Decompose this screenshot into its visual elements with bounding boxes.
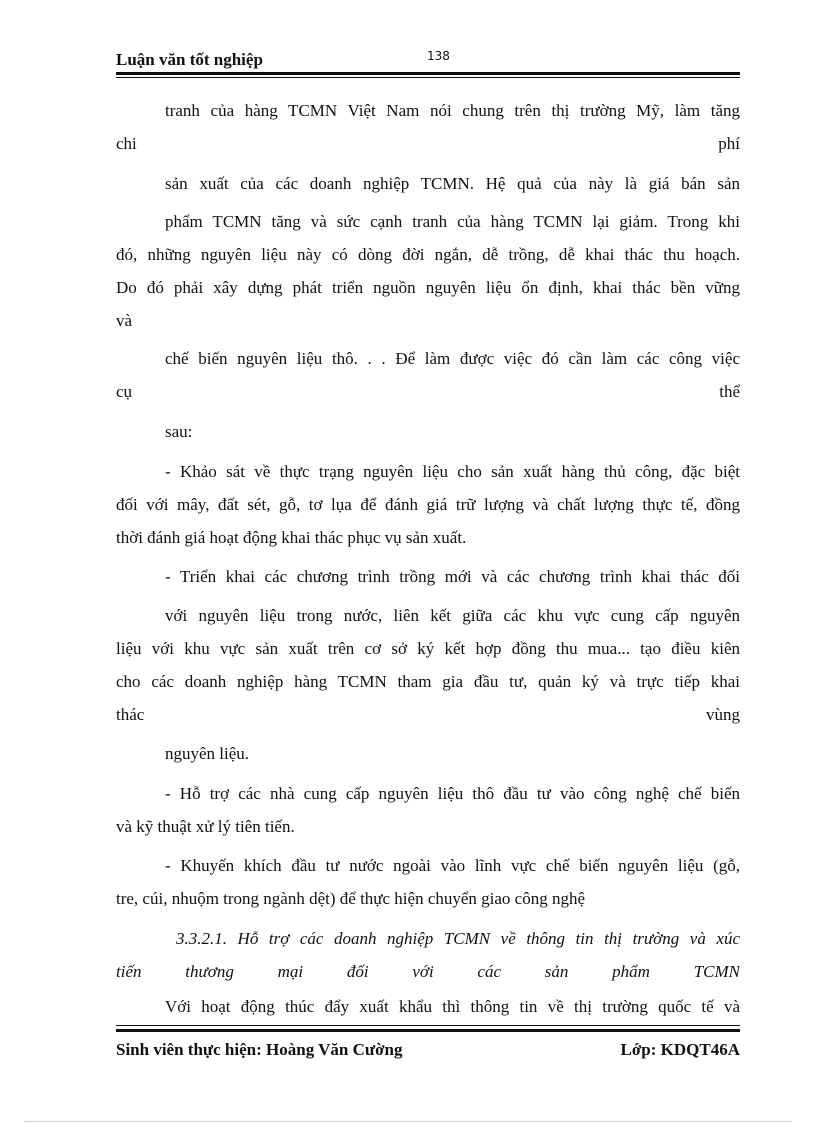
text-line: - Hỗ trợ các nhà cung cấp nguyên liệu thô đầu tư vào công nghệ chế biến (165, 784, 740, 803)
text-line: sau: (165, 422, 193, 441)
text-line: đó, những nguyên liệu này có dòng đời ngắn, dễ trồng, dễ khai thác thu hoạch. (116, 245, 740, 264)
page-number: 138 (427, 49, 450, 63)
footer-student: Sinh viên thực hiện: Hoàng Văn Cường (116, 1040, 403, 1059)
text-line: phí (718, 134, 740, 153)
text-line: tre, cúi, nhuộm trong ngành dệt) để thực hiện chuyển giao công nghệ (116, 889, 586, 908)
text-line: Do đó phải xây dựng phát triển nguồn nguyên liệu ổn định, khai thác bền vững (116, 278, 740, 297)
text-line: thời đánh giá hoạt động khai thác phục vụ sản xuất. (116, 528, 467, 547)
text-line: cụ (116, 382, 133, 401)
section-heading-line: tiến thương mại đối với các sản phẩm TCMN (116, 962, 740, 981)
footer-rule-thick (116, 1029, 740, 1032)
text-line: tranh của hàng TCMN Việt Nam nói chung trên thị trường Mỹ, làm tăng (165, 101, 740, 120)
text-line: phẩm TCMN tăng và sức cạnh tranh của hàng TCMN lại giảm. Trong khi (165, 212, 740, 231)
header-rule-thin (116, 77, 740, 78)
text-line: chi (116, 134, 137, 153)
text-line: và (116, 311, 133, 330)
text-line: chế biến nguyên liệu thô. . . Để làm được việc đó cần làm các công việc (165, 349, 740, 368)
text-line: thác (116, 705, 145, 724)
text-line: đối với mây, đất sét, gỗ, tơ lụa để đánh giá trữ lượng và chất lượng thực tế, đồng (116, 495, 740, 514)
text-line: - Triển khai các chương trình trồng mới và các chương trình khai thác đối (165, 567, 740, 586)
section-heading-line: 3.3.2.1. Hỗ trợ các doanh nghiệp TCMN về thông tin thị trường và xúc (176, 929, 740, 948)
footer-rule-thin (116, 1025, 740, 1026)
text-line: cho các doanh nghiệp hàng TCMN tham gia đầu tư, quản ký và trực tiếp khai (116, 672, 740, 691)
text-line: - Khuyến khích đầu tư nước ngoài vào lĩnh vực chế biến nguyên liệu (gỗ, (165, 856, 740, 875)
text-line: Với hoạt động thúc đẩy xuất khẩu thì thông tin về thị trường quốc tế và (165, 997, 740, 1016)
text-line: liệu với khu vực sản xuất trên cơ sở ký kết hợp đồng thu mua... tạo điều kiên (116, 639, 740, 658)
text-line: vùng (706, 705, 740, 724)
text-line: thể (719, 382, 740, 401)
header-rule-thick (116, 72, 740, 75)
text-line: - Khảo sát về thực trạng nguyên liệu cho sản xuất hàng thủ công, đặc biệt (165, 462, 740, 481)
text-line: và kỹ thuật xử lý tiên tiến. (116, 817, 295, 836)
page-bottom-border (24, 1121, 792, 1122)
text-line: sản xuất của các doanh nghiệp TCMN. Hệ quả của này là giá bán sản (165, 174, 740, 193)
text-line: với nguyên liệu trong nước, liên kết giữa các khu vực cung cấp nguyên (165, 606, 740, 625)
document-title: Luận văn tốt nghiệp (116, 50, 263, 69)
text-line: nguyên liệu. (165, 744, 250, 763)
footer-class: Lớp: KDQT46A (620, 1040, 740, 1059)
